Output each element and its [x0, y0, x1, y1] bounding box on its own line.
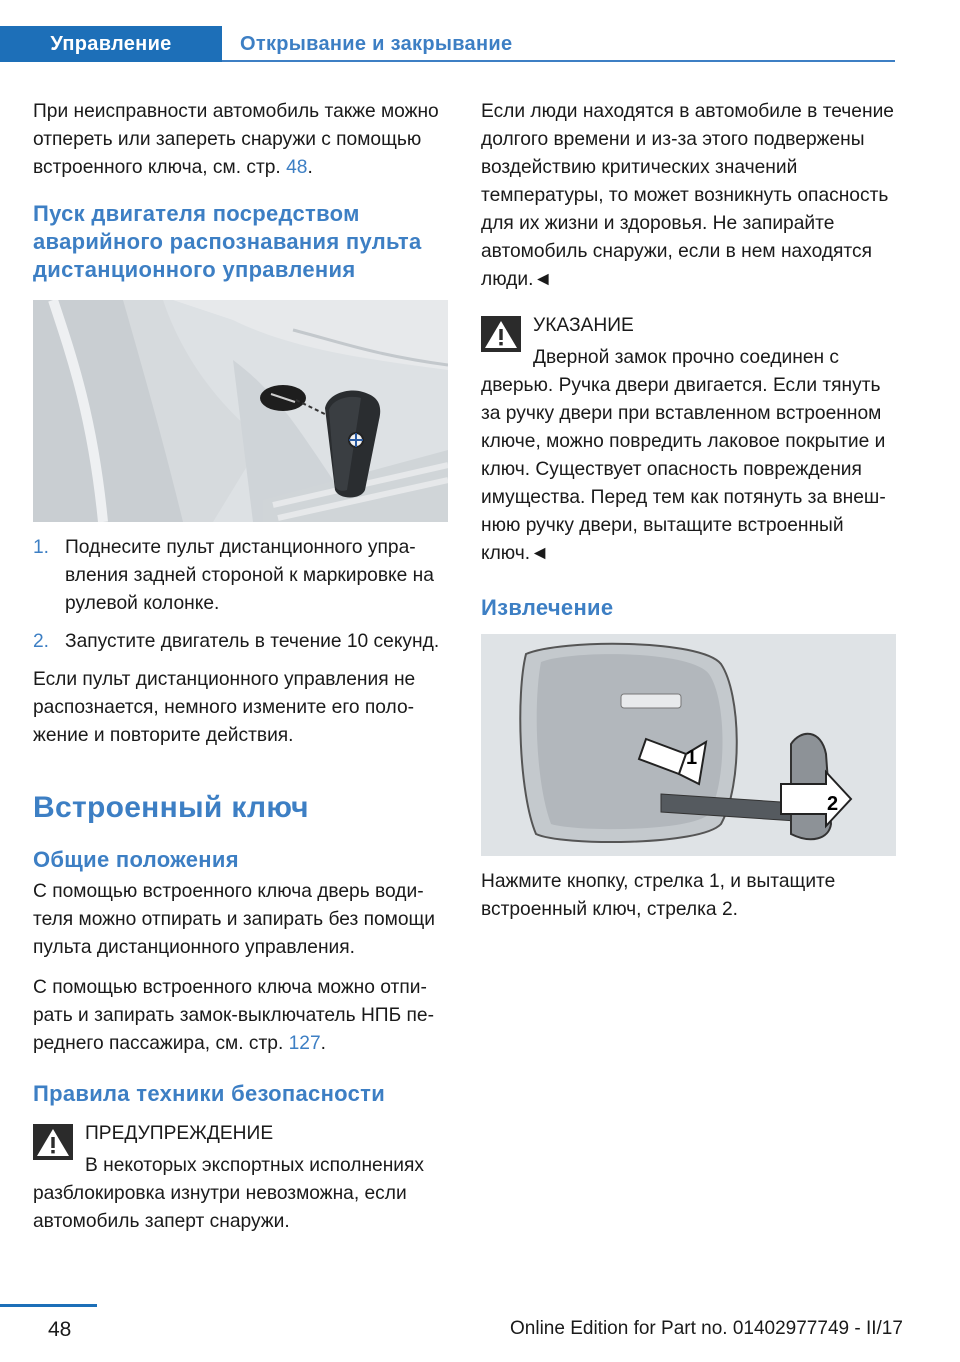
arrow-label-2: 2	[827, 793, 839, 815]
warning-triangle-icon	[481, 316, 521, 352]
chapter-tab[interactable]: Управление	[0, 26, 222, 62]
page-link-48[interactable]: 48	[286, 157, 308, 178]
note-block	[481, 312, 896, 568]
steering-column-figure	[33, 300, 448, 522]
key-extraction-illustration	[481, 634, 896, 856]
steering-column-illustration	[33, 300, 448, 522]
warning-block	[33, 1120, 448, 1236]
extraction-paragraph: Нажмите кнопку, стрелка 1, и вытащите встроенный ключ, стрелка 2.	[481, 871, 836, 920]
heading-extraction: Извлечение	[481, 595, 614, 620]
footer-edition: Online Edition for Part no. 01402977749 - II/17	[510, 1318, 903, 1339]
warning-text: В некоторых экспортных исполнениях разблокировка изнутри невозможна, если автомобиль заперт снаружи.	[33, 1155, 425, 1232]
heading-emergency-start: Пуск двигателя посредством аварийного распознавания пульта дистанционного управления	[33, 201, 422, 282]
not-recognized-paragraph: Если пульт дистанционного управления не распознается, немного измените его положение и повторите действия.	[33, 669, 416, 746]
left-column	[33, 98, 448, 1248]
intro-paragraph: При неисправности автомобиль также можно отпереть или запереть снаружи с помощью встроенного ключа, см. стр. 48.	[33, 101, 439, 178]
step-text: Запустите двигатель в течение 10 секунд.	[65, 631, 440, 652]
note-text: Дверной замок прочно соединен с дверью. Ручка двери двигается. Если тянуть за ручку двери при вставленном встроенном ключе, можно повредить лаковое покрытие и ключ. Существует опасность повреждения имущества. Перед тем как потянуть за внешнюю ручку двери, вытащите встроенный ключ.◄	[481, 347, 886, 564]
step-number: 2.	[33, 631, 50, 652]
warning-triangle-icon	[33, 1124, 73, 1160]
note-title: УКАЗАНИЕ	[533, 315, 634, 336]
page-header	[0, 0, 895, 64]
page-number: 48	[48, 1318, 72, 1341]
key-extraction-figure	[481, 634, 896, 856]
right-column	[481, 98, 896, 936]
step-text: Поднесите пульт дистанционного управления задней стороной к маркировке на рулевой колонке.	[65, 537, 434, 614]
section-tab[interactable]: Открывание и закрывание	[240, 33, 513, 55]
arrow-label-1: 1	[686, 747, 698, 769]
people-warning-paragraph: Если люди находятся в автомобиле в течение долгого времени и из-за этого подвержены воздействию критических значений температуры, то может возникнуть опасность для их жизни и здоровья. Не запирайте автомобиль снаружи, если в нем находятся люди.◄	[481, 101, 894, 290]
heading-safety: Правила техники безопасности	[33, 1081, 386, 1106]
warning-title: ПРЕДУПРЕЖДЕНИЕ	[85, 1123, 274, 1144]
steps-list	[33, 534, 448, 656]
heading-integrated-key: Встроенный ключ	[33, 791, 309, 824]
list-item	[33, 534, 448, 618]
step-number: 1.	[33, 537, 50, 558]
footer-divider	[0, 1304, 97, 1307]
list-item	[33, 628, 448, 656]
general-paragraph-2: С помощью встроенного ключа можно отпирать и запирать замок-выключатель НПБ переднего пассажира, см. стр. 127.	[33, 977, 434, 1054]
heading-general: Общие положения	[33, 847, 239, 872]
general-paragraph-1: С помощью встроенного ключа дверь водителя можно отпирать и запирать без помощи пульта дистанционного управления.	[33, 881, 436, 958]
page-link-127[interactable]: 127	[288, 1033, 321, 1054]
header-divider	[222, 60, 895, 62]
